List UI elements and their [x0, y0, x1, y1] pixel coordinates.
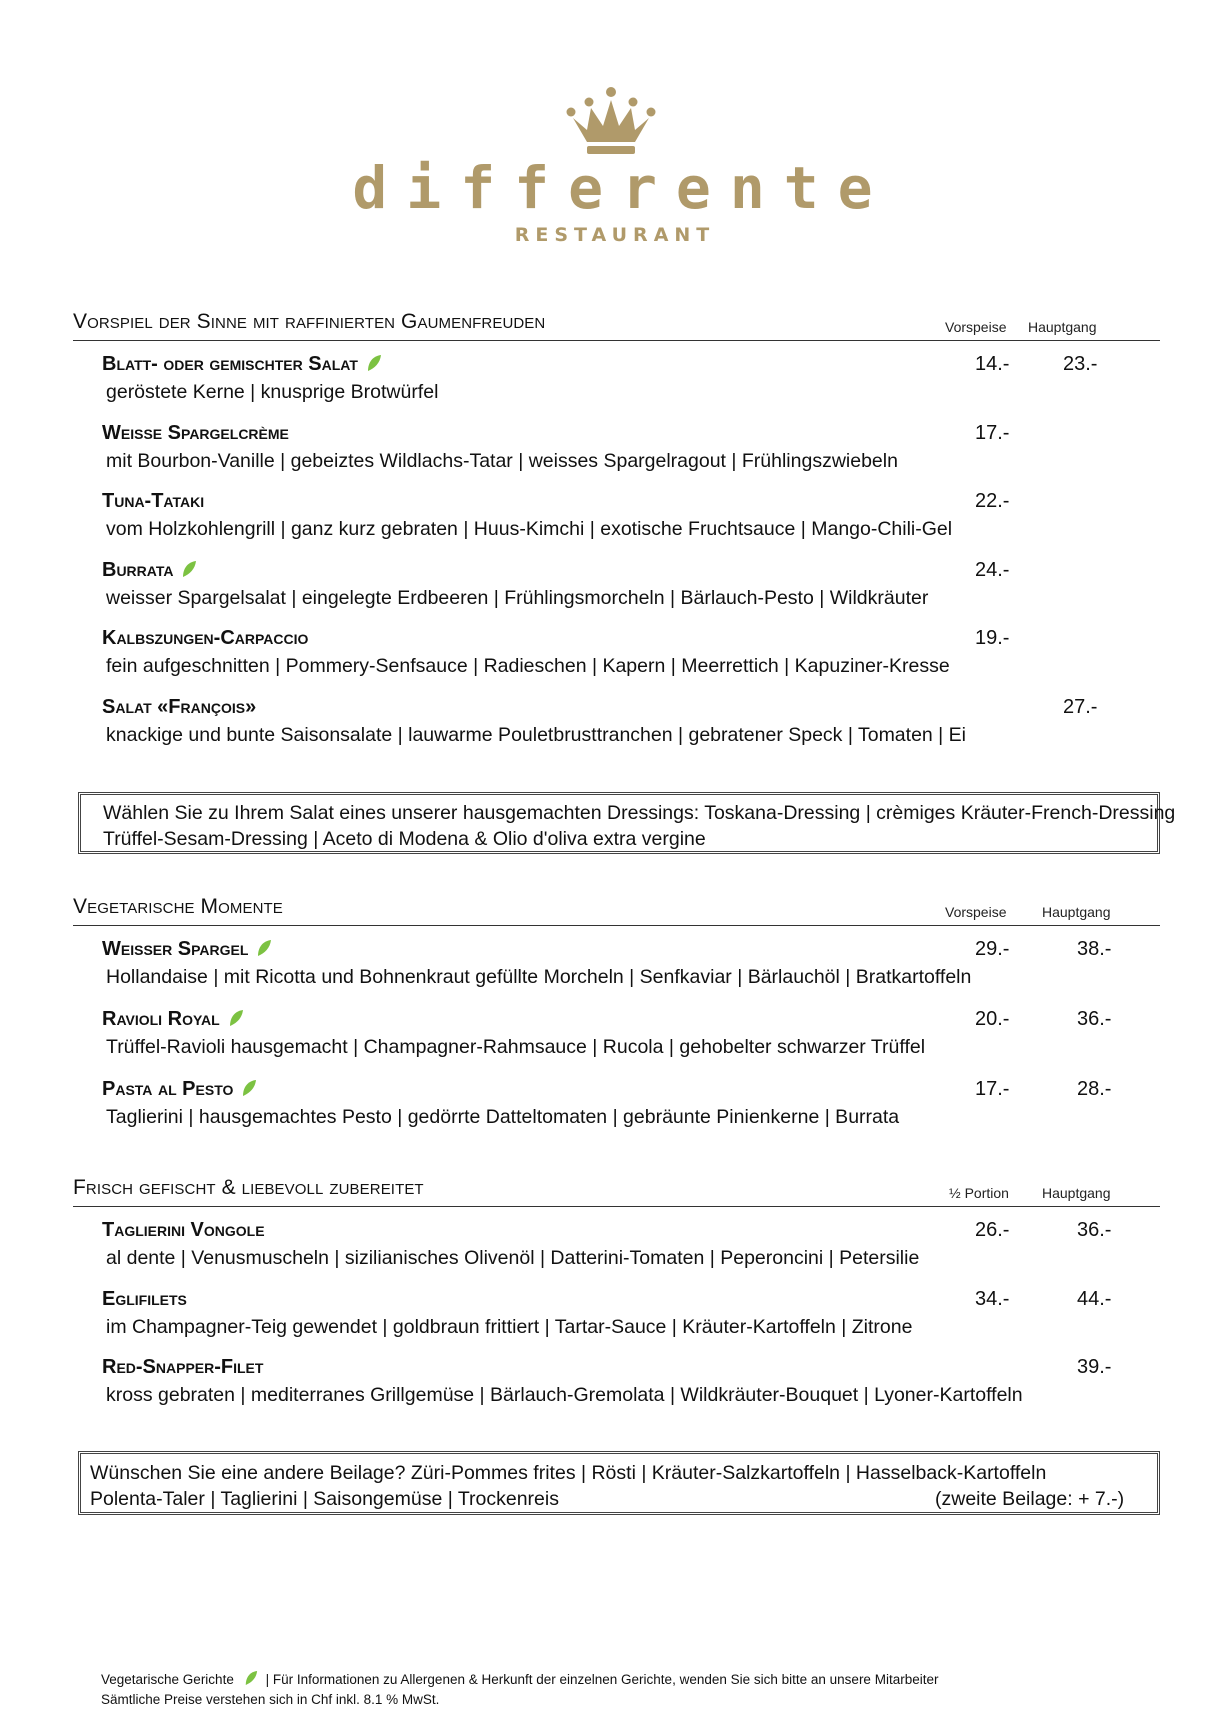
- dish-description: vom Holzkohlengrill | ganz kurz gebraten | Huus-Kimchi | exotische Fruchtsauce | Mango-Chili-Gel: [106, 518, 953, 540]
- dish-name: [102, 1008, 244, 1031]
- column-label-starter: Vorspeise: [945, 904, 1007, 920]
- price-starter: 22.-: [975, 490, 1010, 512]
- dish-name-text: Blatt- oder gemischter Salat: [102, 353, 358, 375]
- vegetarian-leaf-icon: [244, 1670, 258, 1686]
- section-starters: [73, 308, 1160, 752]
- section-header: [73, 1174, 1160, 1207]
- dish-name: [102, 559, 197, 582]
- vegetarian-leaf-icon: [181, 560, 197, 578]
- column-label-main: Hauptgang: [1042, 1185, 1111, 1201]
- dish-name: Weisse Spargelcrème: [102, 421, 289, 444]
- dish-description: im Champagner-Teig gewendet | goldbraun frittiert | Tartar-Sauce | Kräuter-Kartoffeln | Zitrone: [106, 1315, 913, 1338]
- price-starter: 14.-: [975, 353, 1010, 375]
- column-label-starter: Vorspeise: [945, 319, 1007, 335]
- dish-name: Tuna-Tataki: [102, 490, 205, 512]
- dish-row: [73, 1207, 1160, 1276]
- dish-name-text: Weisser Spargel: [102, 938, 249, 960]
- crown-icon: [565, 86, 657, 158]
- section-title: Vegetarische Momente: [73, 895, 283, 918]
- dish-description: Taglierini | hausgemachtes Pesto | gedörrte Datteltomaten | gebräunte Pinienkerne | Burrata: [106, 1106, 900, 1128]
- restaurant-logo: [0, 86, 1222, 246]
- dish-name: Red-Snapper-Filet: [102, 1356, 264, 1378]
- price-starter: 17.-: [975, 1078, 1010, 1100]
- dish-row: [73, 1276, 1160, 1345]
- dish-name: Kalbszungen-Carpaccio: [102, 627, 309, 649]
- dish-name: [102, 938, 272, 961]
- section-header: [73, 308, 1160, 341]
- dish-row: [73, 478, 1160, 547]
- column-label-main: Hauptgang: [1042, 904, 1111, 920]
- vegetarian-leaf-icon: [228, 1009, 244, 1027]
- footer-allergen-info: | Für Informationen zu Allergenen & Herkunft der einzelnen Gerichte, wenden Sie sich bitte an unsere Mitarbeiter: [265, 1672, 939, 1687]
- dish-name-text: Pasta al Pesto: [102, 1078, 234, 1100]
- column-label-half-portion: ½ Portion: [949, 1185, 1009, 1201]
- dressing-info-box: [78, 792, 1176, 854]
- price-starter: 20.-: [975, 1008, 1010, 1030]
- vegetarian-leaf-icon: [241, 1079, 257, 1097]
- price-main: 36.-: [1077, 1219, 1112, 1241]
- section-fish: [73, 1174, 1160, 1413]
- price-main: 28.-: [1077, 1078, 1112, 1100]
- dressing-line-1: Wählen Sie zu Ihrem Salat eines unserer hausgemachten Dressings: Toskana-Dressing | crèmiges Kräuter-French-Dressing: [103, 802, 1176, 824]
- side-dish-line-2-row: [90, 1486, 1157, 1512]
- dish-row: [73, 1066, 1160, 1136]
- dish-description: al dente | Venusmuscheln | sizilianisches Olivenöl | Datterini-Tomaten | Peperoncini | Petersilie: [106, 1247, 920, 1269]
- dish-description: Hollandaise | mit Ricotta und Bohnenkraut gefüllte Morcheln | Senfkaviar | Bärlauchöl | Bratkartoffeln: [106, 966, 972, 988]
- dish-description: weisser Spargelsalat | eingelegte Erdbeeren | Frühlingsmorcheln | Bärlauch-Pesto | Wildkräuter: [106, 586, 929, 609]
- dish-row: [73, 410, 1160, 479]
- side-dish-line-2: Polenta-Taler | Taglierini | Saisongemüse | Trockenreis: [90, 1488, 559, 1510]
- dressing-line-2: Trüffel-Sesam-Dressing | Aceto di Modena & Olio d'oliva extra vergine: [103, 828, 706, 850]
- dish-name-text: Ravioli Royal: [102, 1008, 220, 1030]
- price-main: 36.-: [1077, 1008, 1112, 1030]
- dish-row: [73, 615, 1160, 684]
- section-title: Vorspiel der Sinne mit raffinierten Gaumenfreuden: [73, 310, 546, 333]
- price-main: 39.-: [1077, 1356, 1112, 1378]
- column-label-main: Hauptgang: [1028, 319, 1097, 335]
- price-main: 23.-: [1063, 353, 1098, 375]
- dish-name: Eglifilets: [102, 1287, 187, 1310]
- footer-line-1: [101, 1670, 938, 1690]
- dish-description: fein aufgeschnitten | Pommery-Senfsauce | Radieschen | Kapern | Meerrettich | Kapuziner-Kresse: [106, 655, 950, 677]
- price-main: 27.-: [1063, 695, 1098, 718]
- section-title: Frisch gefischt & liebevoll zubereitet: [73, 1176, 424, 1199]
- dish-name: Taglierini Vongole: [102, 1219, 265, 1241]
- dish-row: [73, 341, 1160, 410]
- vegetarian-leaf-icon: [256, 939, 272, 957]
- footer-notes: [101, 1670, 938, 1710]
- price-starter: 29.-: [975, 938, 1010, 960]
- dish-name: [102, 1078, 257, 1101]
- dish-name: Salat «François»: [102, 695, 257, 718]
- price-starter: 19.-: [975, 627, 1010, 649]
- section-vegetarian: [73, 893, 1160, 1136]
- price-starter: 24.-: [975, 558, 1010, 581]
- side-dish-info-box: [78, 1451, 1160, 1515]
- dish-name-text: Burrata: [102, 558, 174, 581]
- price-half: 34.-: [975, 1287, 1010, 1310]
- dish-description: Trüffel-Ravioli hausgemacht | Champagner-Rahmsauce | Rucola | gehobelter schwarzer Trüffel: [106, 1036, 926, 1058]
- dish-row: [73, 1344, 1160, 1413]
- price-main: 44.-: [1077, 1287, 1112, 1310]
- side-dish-line-1: Wünschen Sie eine andere Beilage? Züri-Pommes frites | Rösti | Kräuter-Salzkartoffeln | Hasselback-Kartoffeln: [90, 1462, 1047, 1484]
- logo-name: differente: [352, 154, 892, 222]
- second-side-dish-surcharge: (zweite Beilage: + 7.-): [935, 1488, 1125, 1510]
- price-main: 38.-: [1077, 938, 1112, 960]
- dish-description: knackige und bunte Saisonsalate | lauwarme Pouletbrusttranchen | gebratener Speck | Tomaten | Ei: [106, 723, 966, 746]
- logo-subtitle: RESTAURANT: [514, 224, 716, 246]
- dish-row: [73, 684, 1160, 753]
- footer-price-info: Sämtliche Preise verstehen sich in Chf inkl. 8.1 % MwSt.: [101, 1692, 440, 1707]
- dish-row: [73, 996, 1160, 1066]
- dish-description: kross gebraten | mediterranes Grillgemüse | Bärlauch-Gremolata | Wildkräuter-Bouquet | Lyoner-Kartoffeln: [106, 1384, 1023, 1406]
- dish-description: mit Bourbon-Vanille | gebeiztes Wildlachs-Tatar | weisses Spargelragout | Frühlingszwiebeln: [106, 449, 898, 472]
- vegetarian-leaf-icon: [366, 354, 382, 372]
- footer-veg-label: Vegetarische Gerichte: [101, 1672, 234, 1687]
- dish-description: geröstete Kerne | knusprige Brotwürfel: [106, 381, 439, 403]
- dish-row: [73, 926, 1160, 996]
- section-header: [73, 893, 1160, 926]
- dish-name: [102, 353, 382, 376]
- price-half: 26.-: [975, 1219, 1010, 1241]
- dish-row: [73, 547, 1160, 616]
- price-starter: 17.-: [975, 421, 1010, 444]
